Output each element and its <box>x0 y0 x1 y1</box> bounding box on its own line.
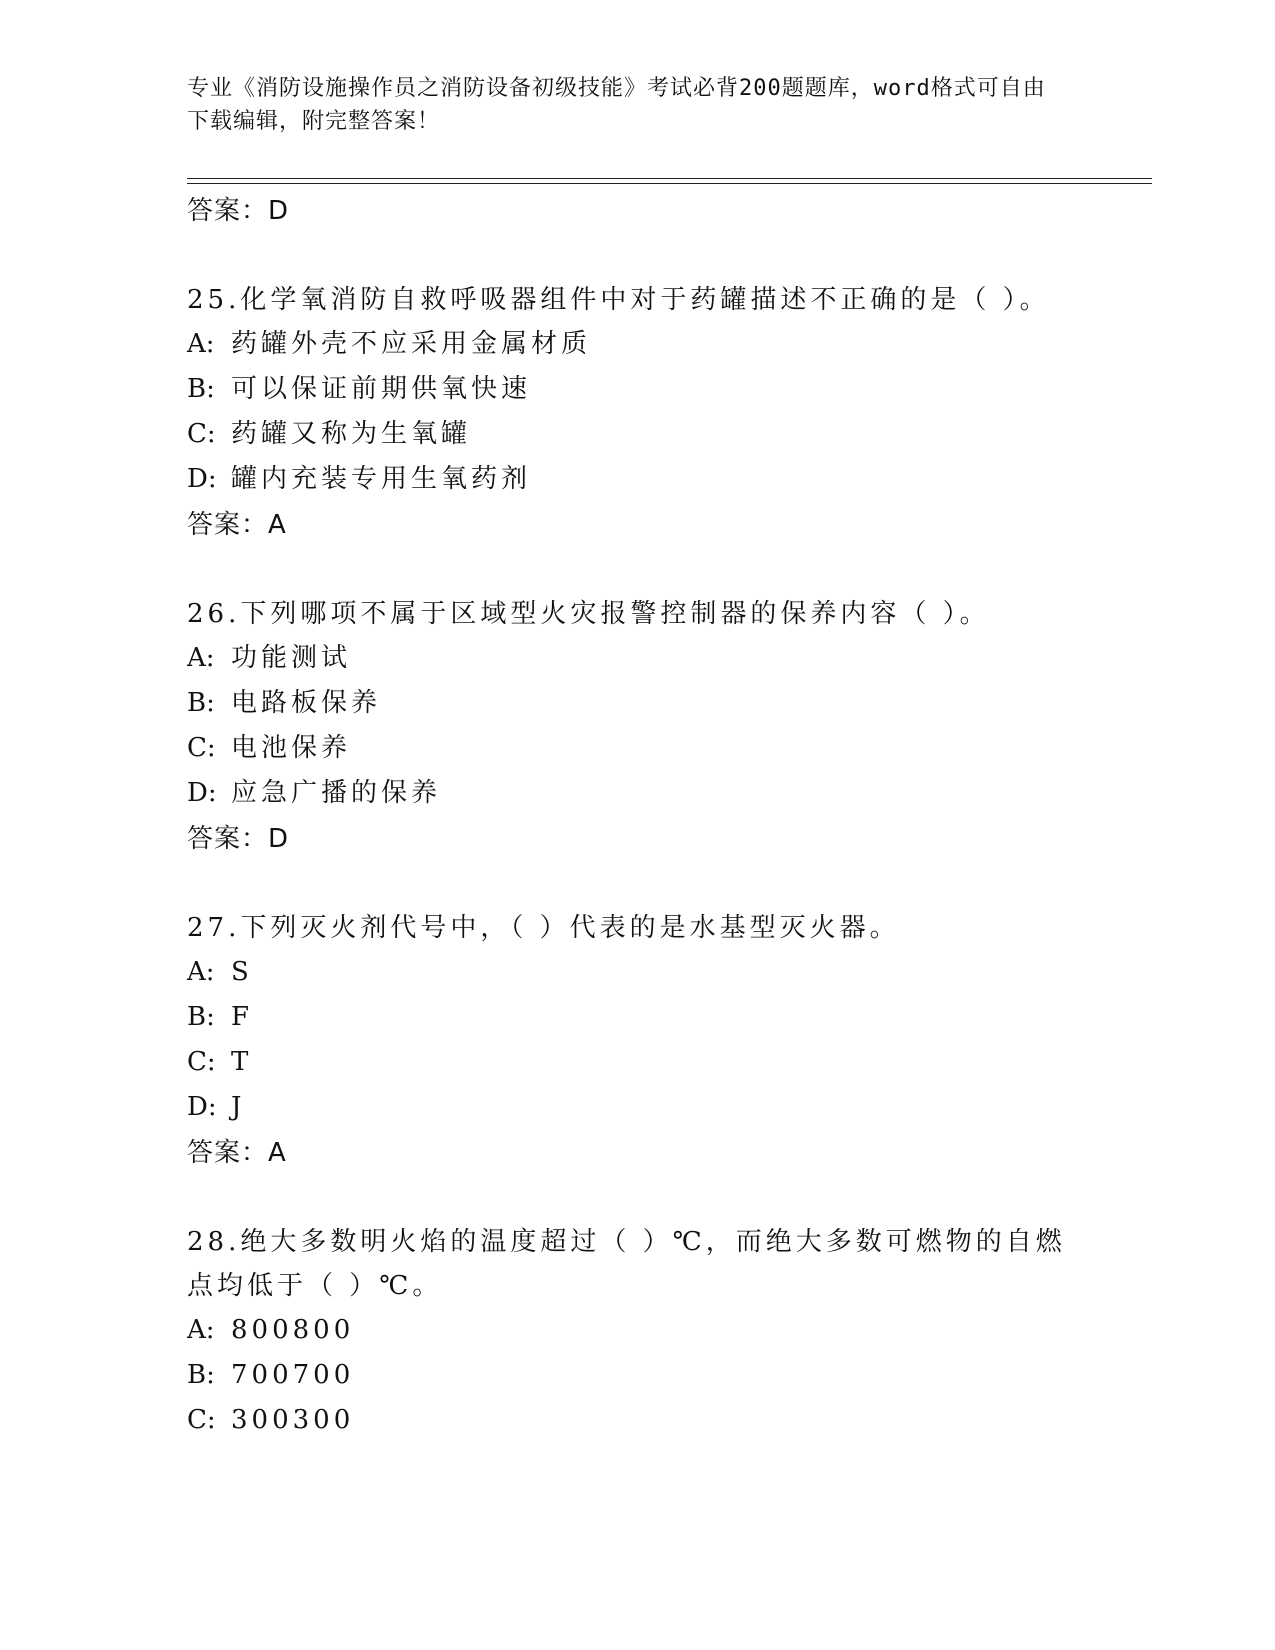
option-letter: C: <box>187 733 216 763</box>
q27-option-b <box>187 995 1087 1040</box>
q26-option-b <box>187 681 1087 726</box>
answer-24: 答案：D <box>187 196 290 226</box>
option-letter: A: <box>187 957 215 987</box>
q28-option-a <box>187 1308 1087 1353</box>
option-text: 药罐又称为生氧罐 <box>231 419 472 449</box>
header-divider <box>187 178 1152 184</box>
option-text: 罐内充装专用生氧药剂 <box>231 464 532 494</box>
option-text: 300300 <box>231 1405 355 1435</box>
option-letter: D: <box>187 464 217 494</box>
q28-option-c <box>187 1398 1087 1443</box>
option-letter: D: <box>187 778 217 808</box>
q27-option-a <box>187 950 1087 995</box>
question-25: 25.化学氧消防自救呼吸器组件中对于药罐描述不正确的是（ ）。 <box>187 285 1050 315</box>
option-text: 药罐外壳不应采用金属材质 <box>231 329 592 359</box>
question-28: 28.绝大多数明火焰的温度超过（ ）℃，而绝大多数可燃物的自燃点均低于（ ）℃。 <box>187 1227 1066 1301</box>
answer-27: 答案：A <box>187 1138 287 1168</box>
answer-25: 答案：A <box>187 510 287 540</box>
option-text: 可以保证前期供氧快速 <box>231 374 532 404</box>
q28-option-b <box>187 1353 1087 1398</box>
q26-option-a <box>187 636 1087 681</box>
option-text: J <box>231 1092 246 1122</box>
q25-option-a <box>187 322 1087 367</box>
option-text: F <box>231 1002 254 1032</box>
q25-option-b <box>187 367 1087 412</box>
q26-option-d <box>187 771 1087 816</box>
question-26: 26.下列哪项不属于区域型火灾报警控制器的保养内容（ ）。 <box>187 599 990 629</box>
option-text: T <box>231 1047 253 1077</box>
option-text: 功能测试 <box>231 643 352 673</box>
option-letter: C: <box>187 1047 216 1077</box>
q27-option-d <box>187 1085 1087 1130</box>
q27-option-c <box>187 1040 1087 1085</box>
answer-26: 答案：D <box>187 824 290 854</box>
question-27: 27.下列灭火剂代号中，（ ）代表的是水基型灭火器。 <box>187 913 900 943</box>
option-text: 电池保养 <box>231 733 352 763</box>
option-letter: A: <box>187 329 215 359</box>
option-text: 应急广播的保养 <box>231 778 442 808</box>
q25-option-c <box>187 412 1087 457</box>
q26-option-c <box>187 726 1087 771</box>
option-text: 700700 <box>231 1360 355 1390</box>
option-letter: B: <box>187 374 215 404</box>
option-letter: B: <box>187 1360 215 1390</box>
option-letter: A: <box>187 643 215 673</box>
option-letter: B: <box>187 1002 215 1032</box>
question-list <box>187 188 1087 1443</box>
option-letter: C: <box>187 1405 216 1435</box>
document-header: 专业《消防设施操作员之消防设备初级技能》考试必背200题题库，word格式可自由下载编辑，附完整答案！ <box>187 76 1046 134</box>
option-letter: C: <box>187 419 216 449</box>
option-letter: D: <box>187 1092 217 1122</box>
option-text: S <box>231 957 253 987</box>
option-letter: A: <box>187 1315 215 1345</box>
option-text: 800800 <box>231 1315 355 1345</box>
q25-option-d <box>187 457 1087 502</box>
option-text: 电路板保养 <box>231 688 382 718</box>
option-letter: B: <box>187 688 215 718</box>
